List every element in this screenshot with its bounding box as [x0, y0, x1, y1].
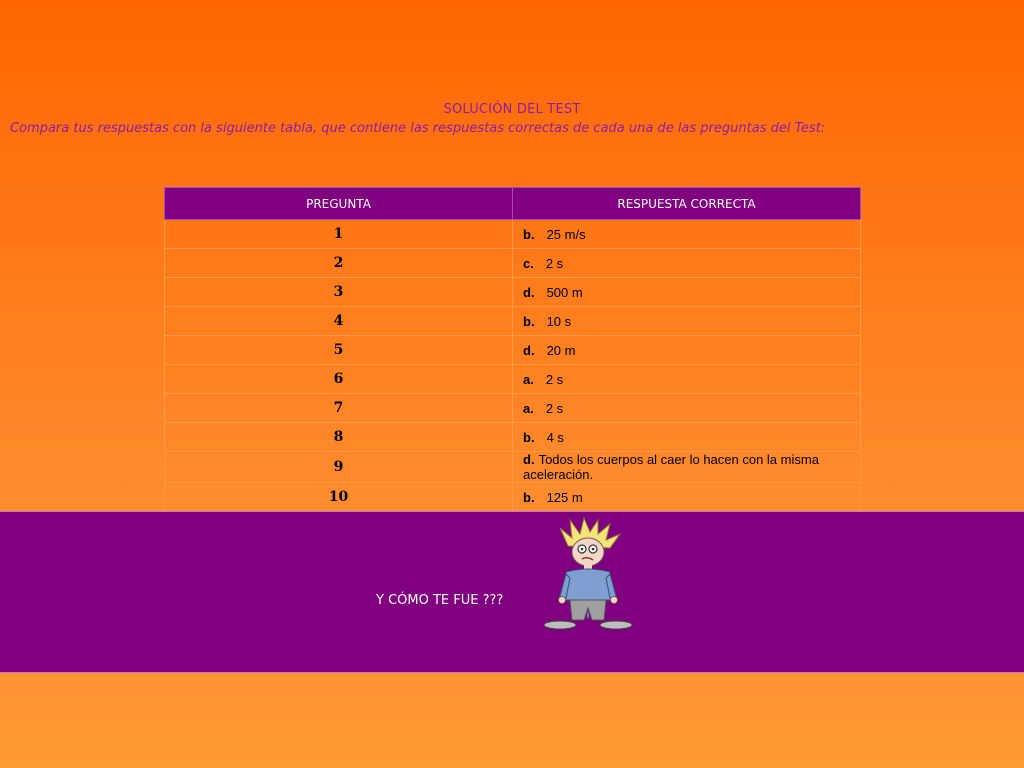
footer-band	[0, 511, 1024, 673]
answer-text: 500 m	[546, 284, 583, 300]
answer-letter: d.	[523, 452, 535, 467]
answer-cell	[513, 220, 861, 249]
answer-letter: b.	[523, 489, 535, 505]
table-row	[165, 365, 861, 394]
answer-cell	[513, 423, 861, 452]
answer-text: 10 s	[546, 313, 572, 329]
answer-letter: b.	[523, 429, 535, 445]
question-number: 2	[165, 249, 513, 278]
answer-letter: b.	[523, 313, 535, 329]
column-header-pregunta: PREGUNTA	[165, 188, 513, 220]
answer-text: 125 m	[546, 489, 583, 505]
table-row	[165, 394, 861, 423]
answer-text: 25 m/s	[546, 226, 586, 242]
page-subtitle: Compara tus respuestas con la siguiente tabla, que contiene las respuestas correctas de cada una de las preguntas del Test:	[10, 121, 826, 136]
question-number: 1	[165, 220, 513, 249]
answer-cell	[513, 452, 861, 483]
answer-cell	[513, 249, 861, 278]
column-header-respuesta: RESPUESTA CORRECTA	[513, 188, 861, 220]
answer-cell	[513, 365, 861, 394]
answer-cell	[513, 336, 861, 365]
answer-text: 2 s	[545, 371, 564, 387]
question-number: 4	[165, 307, 513, 336]
header	[0, 102, 1024, 136]
answer-letter: d.	[523, 342, 535, 358]
answer-letter: c.	[523, 255, 534, 271]
table-row	[165, 307, 861, 336]
question-number: 10	[165, 483, 513, 512]
table-row	[165, 452, 861, 483]
table-row	[165, 249, 861, 278]
answer-cell	[513, 307, 861, 336]
answers-table	[164, 187, 861, 512]
question-number: 5	[165, 336, 513, 365]
answer-letter: a.	[523, 371, 534, 387]
answer-text: 2 s	[545, 400, 564, 416]
answer-text: Todos los cuerpos al caer lo hacen con la misma aceleración.	[523, 452, 819, 482]
table-row	[165, 278, 861, 307]
answer-text: 2 s	[545, 255, 564, 271]
table-row	[165, 336, 861, 365]
question-number: 6	[165, 365, 513, 394]
answer-letter: a.	[523, 400, 534, 416]
table-header-row	[165, 188, 861, 220]
table-row	[165, 483, 861, 512]
table-row	[165, 220, 861, 249]
answer-letter: b.	[523, 226, 535, 242]
table-row	[165, 423, 861, 452]
answer-letter: d.	[523, 284, 535, 300]
question-number: 9	[165, 452, 513, 483]
answer-text: 4 s	[546, 429, 564, 445]
answer-text: 20 m	[546, 342, 576, 358]
question-number: 8	[165, 423, 513, 452]
footer-message: Y CÓMO TE FUE ???	[376, 593, 504, 608]
answer-cell	[513, 278, 861, 307]
page-title: SOLUCIÓN DEL TEST	[443, 102, 581, 117]
question-number: 7	[165, 394, 513, 423]
cartoon-character-icon	[540, 516, 640, 634]
question-number: 3	[165, 278, 513, 307]
answer-cell	[513, 394, 861, 423]
answer-cell	[513, 483, 861, 512]
